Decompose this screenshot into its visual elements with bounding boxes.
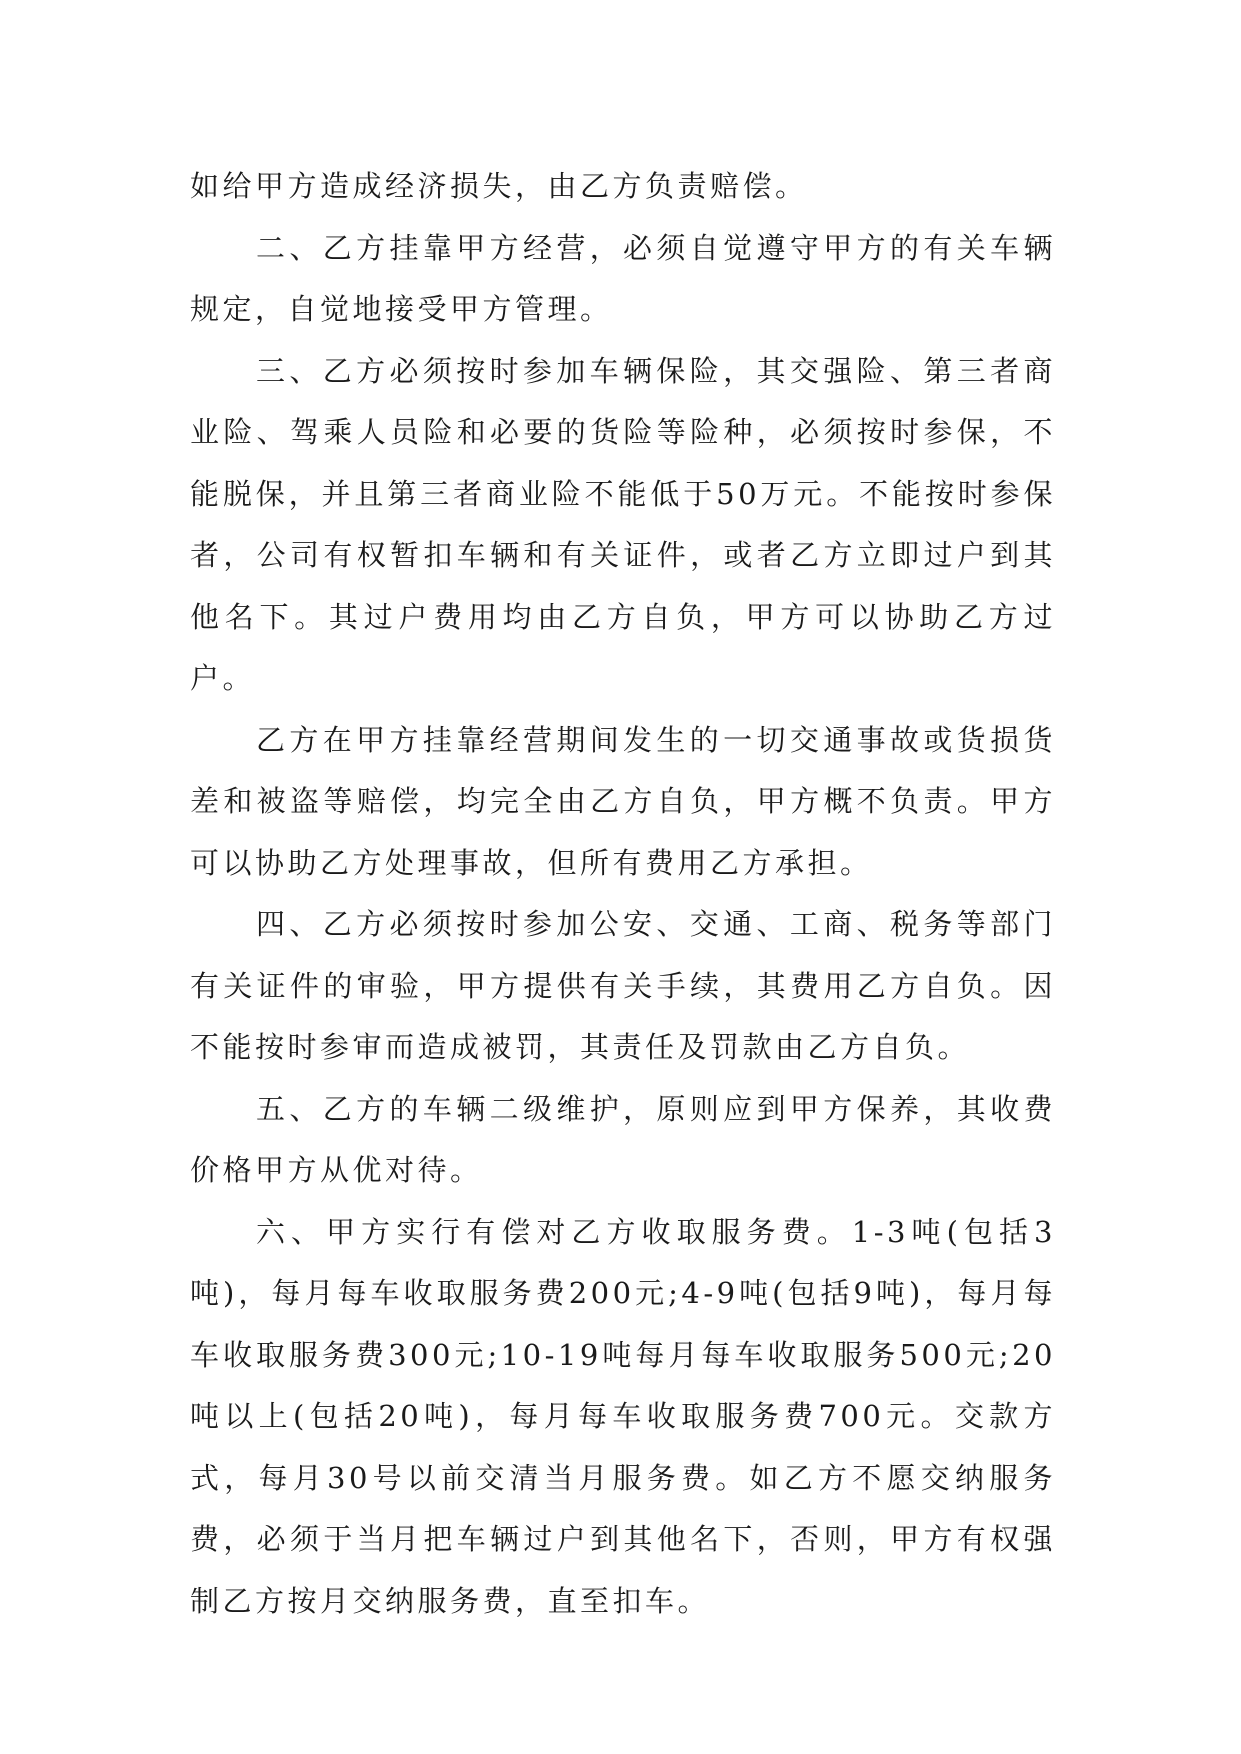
paragraph-clause-4: 四、乙方必须按时参加公安、交通、工商、税务等部门有关证件的审验，甲方提供有关手续，其费用乙方自负。因不能按时参审而造成被罚，其责任及罚款由乙方自负。 <box>190 907 1056 1064</box>
document-body <box>190 156 1056 1632</box>
paragraph-clause-2: 二、乙方挂靠甲方经营，必须自觉遵守甲方的有关车辆规定，自觉地接受甲方管理。 <box>190 230 1056 326</box>
paragraph-clause-3: 三、乙方必须按时参加车辆保险，其交强险、第三者商业险、驾乘人员险和必要的货险等险种，必须按时参保，不能脱保，并且第三者商业险不能低于50万元。不能按时参保者，公司有权暂扣车辆和有关证件，或者乙方立即过户到其他名下。其过户费用均由乙方自负，甲方可以协助乙方过户。 <box>190 353 1056 695</box>
paragraph-continuation: 如给甲方造成经济损失，由乙方负责赔偿。 <box>190 169 808 203</box>
paragraph-clause-6: 六、甲方实行有偿对乙方收取服务费。1-3吨(包括3吨)，每月每车收取服务费200元;4-9吨(包括9吨)，每月每车收取服务费300元;10-19吨每月每车收取服务500元;20吨以上(包括20吨)，每月每车收取服务费700元。交款方式，每月30号以前交清当月服务费。如乙方不愿交纳服务费，必须于当月把车辆过户到其他名下，否则，甲方有权强制乙方按月交纳服务费，直至扣车。 <box>190 1214 1056 1618</box>
paragraph-clause-5: 五、乙方的车辆二级维护，原则应到甲方保养，其收费价格甲方从优对待。 <box>190 1091 1056 1187</box>
paragraph-clause-3-accidents: 乙方在甲方挂靠经营期间发生的一切交通事故或货损货差和被盗等赔偿，均完全由乙方自负，甲方概不负责。甲方可以协助乙方处理事故，但所有费用乙方承担。 <box>190 722 1056 880</box>
